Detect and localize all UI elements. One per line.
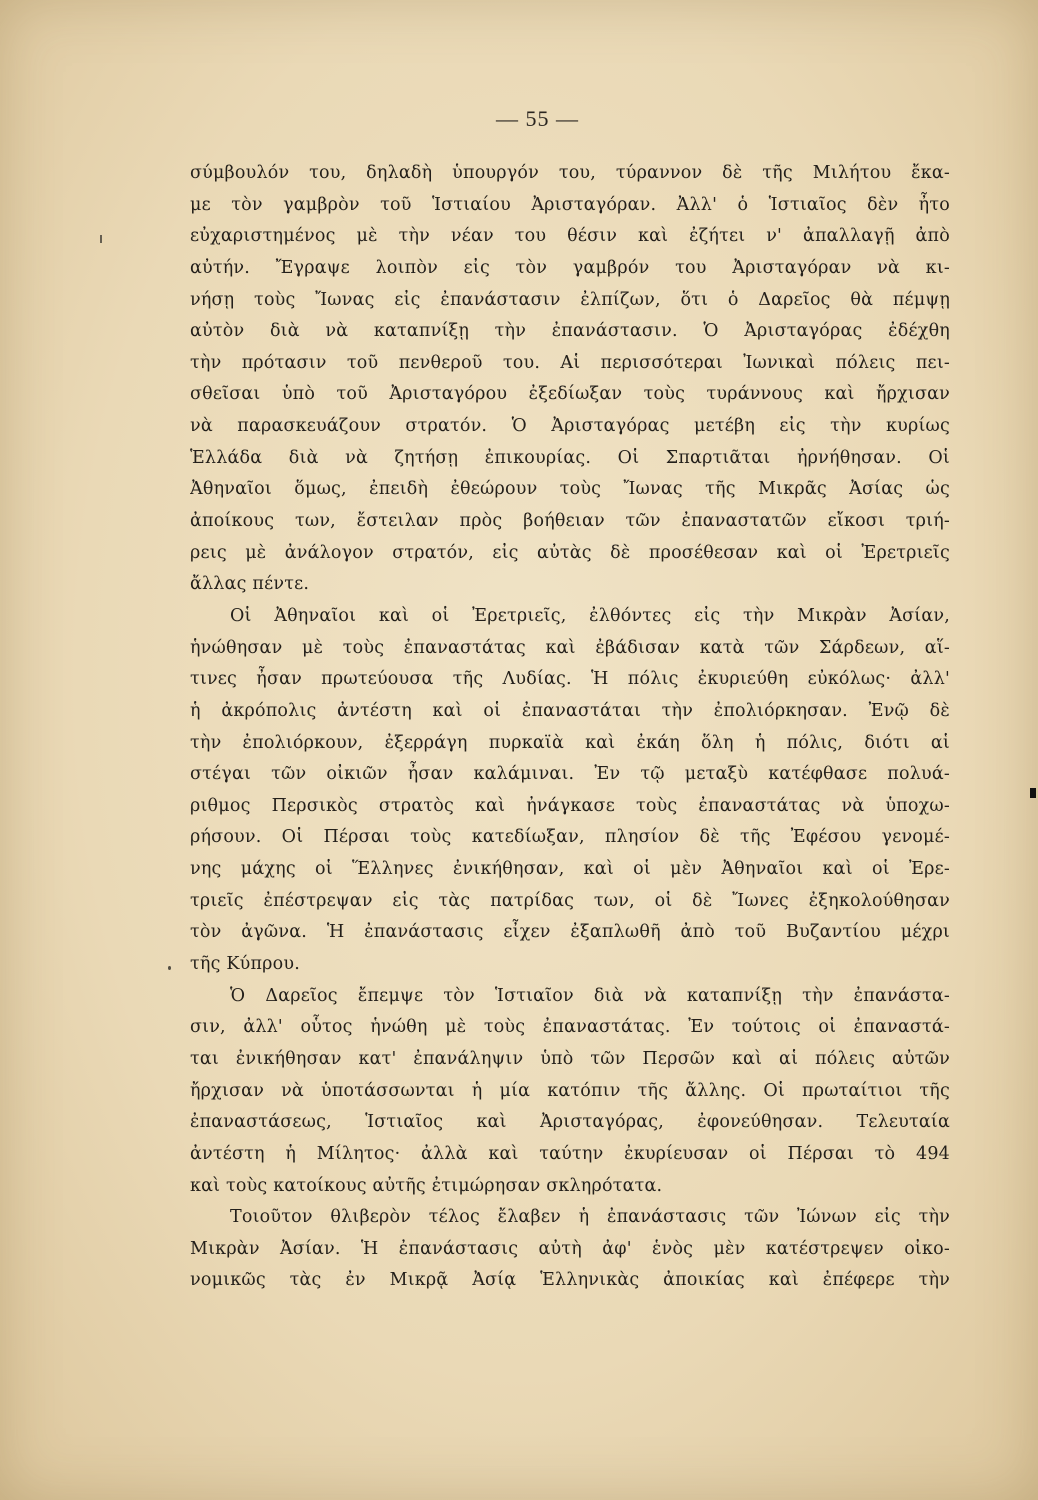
text-line: Ἀθηναῖοι ὅμως, ἐπειδὴ ἐθεώρουν τοὺς Ἴωνας τῆς Μικρᾶς Ἀσίας ὡς (190, 479, 950, 500)
text-line: ται ἐνικήθησαν κατ' ἐπανάληψιν ὑπὸ τῶν Περσῶν καὶ αἱ πόλεις αὐτῶν (190, 1048, 950, 1069)
text-line: σθεῖσαι ὑπὸ τοῦ Ἀρισταγόρου ἐξεδίωξαν τοὺς τυράννους καὶ ἤρχισαν (190, 384, 950, 405)
text-line: στέγαι τῶν οἰκιῶν ἦσαν καλάμιναι. Ἐν τῷ μεταξὺ κατέφθασε πολυά- (190, 764, 950, 785)
text-line: ἡ ἀκρόπολις ἀντέστη καὶ οἱ ἐπαναστάται τὴν ἐπολιόρκησαν. Ἐνῷ δὲ (190, 700, 950, 721)
text-line: αὐτήν. Ἔγραψε λοιπὸν εἰς τὸν γαμβρόν του Ἀρισταγόραν νὰ κι- (190, 257, 950, 278)
text-line: νὰ παρασκευάζουν στρατόν. Ὁ Ἀρισταγόρας μετέβη εἰς τὴν κυρίως (190, 416, 950, 437)
text-line: ρεις μὲ ἀνάλογον στρατόν, εἰς αὐτὰς δὲ προσέθεσαν καὶ οἱ Ἐρετριεῖς (190, 542, 950, 563)
text-line: τὴν ἐπολιόρκουν, ἐξερράγη πυρκαϊὰ καὶ ἐκάη ὅλη ἡ πόλις, διότι αἱ (190, 732, 950, 753)
text-line: σιν, ἀλλ' οὗτος ἡνώθη μὲ τοὺς ἐπαναστάτας. Ἐν τούτοις οἱ ἐπαναστά- (190, 1017, 950, 1038)
text-line: Ὁ Δαρεῖος ἔπεμψε τὸν Ἱστιαῖον διὰ νὰ καταπνίξῃ τὴν ἐπανάστα- (230, 985, 950, 1006)
paragraph (190, 981, 950, 1202)
text-line: τριεῖς ἐπέστρεψαν εἰς τὰς πατρίδας των, οἱ δὲ Ἴωνες ἐξηκολούθησαν (190, 890, 950, 911)
text-line: νομικῶς τὰς ἐν Μικρᾷ Ἀσίᾳ Ἑλληνικὰς ἀποικίας καὶ ἐπέφερε τὴν (190, 1270, 950, 1291)
text-line: ἤρχισαν νὰ ὑποτάσσωνται ἡ μία κατόπιν τῆς ἄλλης. Οἱ πρωταίτιοι τῆς (190, 1080, 950, 1101)
text-line: καὶ τοὺς κατοίκους αὐτῆς ἐτιμώρησαν σκληρότατα. (190, 1175, 663, 1196)
text-line: νης μάχης οἱ Ἕλληνες ἐνικήθησαν, καὶ οἱ μὲν Ἀθηναῖοι καὶ οἱ Ἐρε- (190, 859, 950, 880)
text-line: νήσῃ τοὺς Ἴωνας εἰς ἐπανάστασιν ἐλπίζων, ὅτι ὁ Δαρεῖος θὰ πέμψῃ (190, 289, 950, 310)
paragraph (190, 158, 950, 601)
text-line: εὐχαριστημένος μὲ τὴν νέαν του θέσιν καὶ ἐζήτει ν' ἀπαλλαγῇ ἀπὸ (190, 226, 950, 247)
text-line: ριθμος Περσικὸς στρατὸς καὶ ἠνάγκασε τοὺς ἐπαναστάτας νὰ ὑποχω- (190, 795, 950, 816)
scan-mark (100, 235, 102, 243)
text-line: σύμβουλόν του, δηλαδὴ ὑπουργόν του, τύραννον δὲ τῆς Μιλήτου ἔκα- (190, 163, 950, 183)
paragraph (190, 1202, 950, 1297)
text-line: ρήσουν. Οἱ Πέρσαι τοὺς κατεδίωξαν, πλησίον δὲ τῆς Ἐφέσου γενομέ- (190, 827, 950, 848)
text-line: τῆς Κύπρου. (190, 954, 300, 975)
text-line: Οἱ Ἀθηναῖοι καὶ οἱ Ἐρετριεῖς, ἐλθόντες εἰς τὴν Μικρὰν Ἀσίαν, (230, 605, 950, 626)
text-line: ἡνώθησαν μὲ τοὺς ἐπαναστάτας καὶ ἐβάδισαν κατὰ τῶν Σάρδεων, αἵ- (190, 637, 950, 658)
text-line: τὴν πρότασιν τοῦ πενθεροῦ του. Αἱ περισσότεραι Ἰωνικαὶ πόλεις πει- (190, 352, 950, 373)
text-line: ἄλλας πέντε. (190, 574, 310, 595)
paragraph (190, 601, 950, 981)
text-line: ἀντέστη ἡ Μίλητος· ἀλλὰ καὶ ταύτην ἐκυρίευσαν οἱ Πέρσαι τὸ 494 (190, 1143, 950, 1164)
text-line: ἐπαναστάσεως, Ἱστιαῖος καὶ Ἀρισταγόρας, ἐφονεύθησαν. Τελευταία (190, 1112, 950, 1133)
text-line: Ἑλλάδα διὰ νὰ ζητήσῃ ἐπικουρίας. Οἱ Σπαρτιᾶται ἠρνήθησαν. Οἱ (190, 447, 950, 468)
text-line: Μικρὰν Ἀσίαν. Ἡ ἐπανάστασις αὐτὴ ἀφ' ἑνὸς μὲν κατέστρεψεν οἰκο- (190, 1238, 950, 1259)
scan-mark (168, 966, 171, 970)
text-line: ἀποίκους των, ἔστειλαν πρὸς βοήθειαν τῶν ἐπαναστατῶν εἴκοσι τριή- (190, 511, 950, 532)
scan-mark (1030, 788, 1036, 798)
text-line: τὸν ἀγῶνα. Ἡ ἐπανάστασις εἶχεν ἐξαπλωθῆ ἀπὸ τοῦ Βυζαντίου μέχρι (190, 922, 950, 943)
text-line: αὐτὸν διὰ νὰ καταπνίξῃ τὴν ἐπανάστασιν. Ὁ Ἀρισταγόρας ἐδέχθη (190, 321, 950, 342)
text-line: με τὸν γαμβρὸν τοῦ Ἱστιαίου Ἀρισταγόραν. Ἀλλ' ὁ Ἱστιαῖος δὲν ἦτο (190, 194, 950, 215)
page-number: — 55 — (496, 106, 579, 131)
body-text (190, 158, 950, 1297)
text-line: τινες ἦσαν πρωτεύουσα τῆς Λυδίας. Ἡ πόλις ἐκυριεύθη εὐκόλως· ἀλλ' (190, 669, 950, 690)
text-line: Τοιοῦτον θλιβερὸν τέλος ἔλαβεν ἡ ἐπανάστασις τῶν Ἰώνων εἰς τὴν (230, 1207, 950, 1228)
